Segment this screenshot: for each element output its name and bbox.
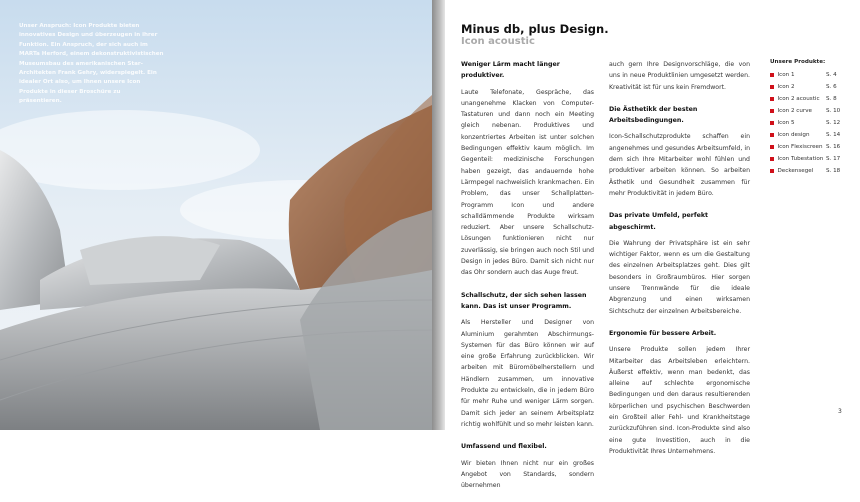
section-paragraph: Wir bieten Ihnen nicht nur ein großes Angebot von Standards, sondern übernehmen	[461, 459, 594, 490]
bullet-icon	[770, 145, 774, 149]
page-number: 3	[838, 408, 842, 415]
text-column-2	[609, 59, 750, 468]
toc-item[interactable]	[770, 105, 840, 117]
bullet-icon	[770, 85, 774, 89]
toc-item[interactable]	[770, 165, 840, 177]
bullet-icon	[770, 169, 774, 173]
bullet-icon	[770, 109, 774, 113]
section-heading: Weniger Lärm macht länger produktiver.	[461, 61, 560, 80]
toc-item-page: S. 10	[826, 108, 841, 114]
section-heading: Schallschutz, der sich sehen lassen kann. Das ist unser Programm.	[461, 291, 587, 310]
toc-item-page: S. 4	[826, 72, 837, 78]
section-paragraph: Icon-Schallschutzprodukte schaffen ein angenehmes und gesundes Arbeitsumfeld, in dem sich Ihre Mitarbeiter wohl fühlen und produktiver arbeiten können. So arbeiten Ästhetik und Gesundheit zusammen für mehr Produktivität in jedem Büro.	[609, 133, 750, 197]
section-paragraph: auch gern Ihre Designvorschläge, die von uns in neue Produktlinien umgesetzt werden. Kreativität ist für uns kein Fremdwort.	[609, 61, 750, 91]
toc-item-page: S. 17	[826, 156, 841, 162]
product-toc	[770, 59, 840, 177]
section-heading: Die Ästhetikk der besten Arbeitsbedingungen.	[609, 105, 698, 125]
toc-item[interactable]	[770, 141, 840, 153]
bullet-icon	[770, 73, 774, 77]
toc-item-page: S. 16	[826, 144, 841, 150]
toc-item-page: S. 18	[826, 168, 841, 174]
toc-item[interactable]	[770, 81, 840, 93]
section-heading: Umfassend und flexibel.	[461, 443, 547, 451]
page-gutter	[432, 0, 445, 430]
section-paragraph: Als Hersteller und Designer von Aluminium gerahmten Abschirmungs-Systemen für das Büro können wir auf eine große Erfahrung zurückblicken. Wir arbeiten mit Büromöbelherstellern und Händlern zusammen, um innovative Produkte zu entwickeln, die in jedem Büro für mehr Ruhe und weniger Lärm sorgen. Damit sich jeder an seinem Arbeitsplatz richtig wohlfühlt und so mehr leisten kann.	[461, 319, 594, 428]
toc-item-label: Icon design	[777, 132, 810, 138]
toc-item[interactable]	[770, 69, 840, 81]
section-heading: Das private Umfeld, perfekt abgeschirmt.	[609, 212, 709, 231]
bullet-icon	[770, 133, 774, 137]
bullet-icon	[770, 97, 774, 101]
toc-item[interactable]	[770, 153, 840, 165]
bullet-icon	[770, 121, 774, 125]
toc-item-label: Icon Flexiscreen	[777, 144, 823, 150]
toc-item-page: S. 14	[826, 132, 841, 138]
toc-item-label: Icon 2 acoustic	[777, 96, 820, 102]
toc-item-label: Icon Tubestation	[777, 156, 824, 162]
section-paragraph: Unsere Produkte sollen jedem Ihrer Mitarbeiter das Arbeitsleben erleichtern. Äußerst effektiv, wenn man bedenkt, das alleine auf schlechte ergonomische Bedingungen und den daraus resultierenden körperlichen und psychischen Beschwerden ein Großteil aller Fehl- und Krankheitstage zurückzuführen sind. Icon-Produkte sind also eine gute Investition, auch in die Produktivität Ihres Unternehmens.	[609, 346, 750, 455]
toc-item-page: S. 6	[826, 84, 837, 90]
bullet-icon	[770, 157, 774, 161]
toc-item-label: Icon 1	[777, 72, 795, 78]
section-paragraph: Die Wahrung der Privatsphäre ist ein sehr wichtiger Faktor, wenn es um die Gestaltung des einzelnen Arbeitsplatzes geht. Dies gilt besonders in Großraumbüros. Hier sorgen unsere Trennwände für die ideale Abgrenzung und einen wirksamen Sichtschutz der einzelnen Arbeitsbereiche.	[609, 239, 750, 315]
toc-item[interactable]	[770, 129, 840, 141]
text-column-1	[461, 59, 594, 502]
toc-item-label: Icon 2 curve	[777, 108, 812, 114]
section-paragraph: Laute Telefonate, Gespräche, das unangenehme Klacken von Computer-Tastaturen und dann noch ein Meeting gleich nebenan. Produktives und konzentriertes Arbeiten ist unter solchen Bedingungen effektiv kaum möglich. Im Gegenteil: medizinische Forschungen haben gezeigt, das andauernde hohe Lärmpegel nachweislich krankmachen. Ein Problem, das unser Schallplatten-Programm Icon und andere schalldämmende Produkte wirksam reduziert. Aber unsere Schallschutz-Lösungen funktionieren nicht nur zuverlässig, sie bringen auch noch Stil und Design in jedes Büro. Damit sich nicht nur das Ohr sondern auch das Auge freut.	[461, 88, 594, 277]
toc-heading: Unsere Produkte:	[770, 59, 826, 65]
toc-item[interactable]	[770, 93, 840, 105]
page-subtitle: Icon acoustic	[461, 36, 535, 47]
toc-item-page: S. 12	[826, 120, 841, 126]
toc-item-page: S. 8	[826, 96, 837, 102]
section-heading: Ergonomie für bessere Arbeit.	[609, 329, 717, 337]
toc-item-label: Deckensegel	[777, 168, 814, 174]
toc-item[interactable]	[770, 117, 840, 129]
intro-text: Unser Anspruch: Icon Produkte bieten innovatives Design und überzeugen in ihrer Funktion. Ein Anspruch, der sich auch im MARTa Herford, einem dekonstruktivistischen Museumsbau des amerikanischen Star-Architekten Frank Gehry, widerspiegelt. Ein idealer Ort also, um Ihnen unsere Icon Produkte in dieser Broschüre zu präsentieren.	[19, 23, 164, 105]
toc-item-label: Icon 5	[777, 120, 795, 126]
page-title: Minus db, plus Design.	[461, 22, 609, 36]
toc-item-label: Icon 2	[777, 84, 795, 90]
